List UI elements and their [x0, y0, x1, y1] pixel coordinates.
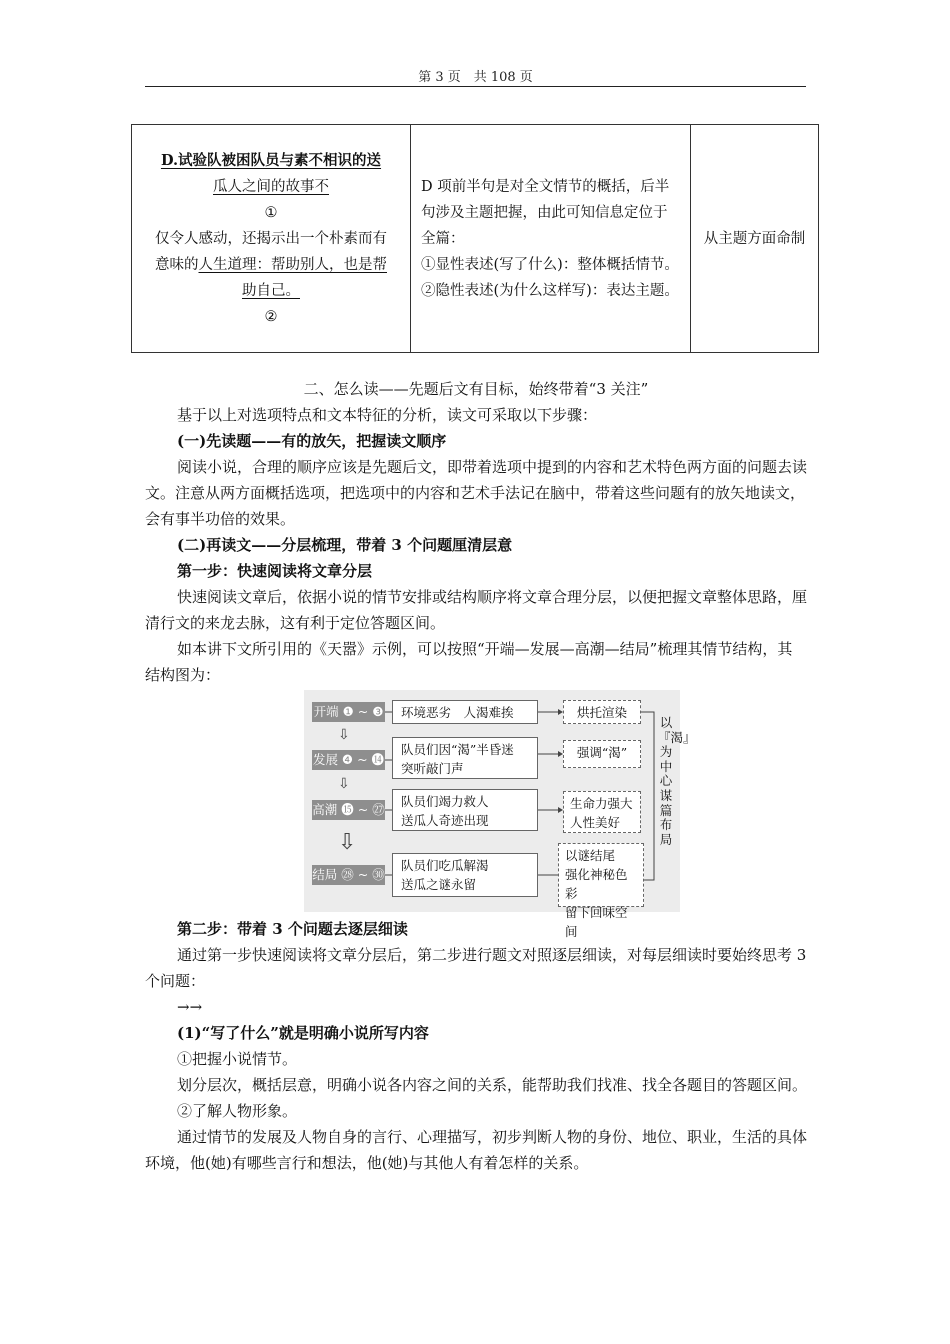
analysis-para-2: ①显性表述(写了什么)：整体概括情节。 — [421, 256, 679, 273]
effect-ending-line-3: 留下回味空间 — [565, 905, 628, 939]
step-1-title: 第一步：快速阅读将文章分层 — [177, 562, 373, 580]
effect-opening-line-1: 烘托渲染 — [576, 705, 627, 720]
heading-1: (一)先读题——有的放矢，把握读文顺序 — [177, 432, 447, 450]
effect-ending-line-2: 强化神秘色彩 — [565, 867, 628, 901]
event-climax-line-2: 送瓜人奇迹出现 — [401, 813, 489, 828]
event-ending-line-1: 队员们吃瓜解渴 — [401, 858, 489, 873]
arrows-icon: →→ — [177, 998, 203, 1016]
option-text-cell — [132, 125, 411, 353]
down-arrow-icon: ⇩ — [338, 830, 357, 855]
option-analysis-table — [131, 124, 819, 353]
option-line-3: 仅令人感动，还揭示出一个朴素而有 — [155, 230, 387, 247]
diagram-side-label: 以『渴』为中心谋篇布局 — [658, 715, 696, 847]
option-line-4b: 人生道理：帮助别人，也是帮 — [198, 256, 387, 273]
event-climax-line-1: 队员们竭力救人 — [401, 794, 489, 809]
analysis-para-1: D 项前半句是对全文情节的概括，后半句涉及主题把握，由此可知信息定位于全篇： — [421, 178, 670, 247]
stage-climax: 高潮 ⓯ ~ ㉗ — [312, 800, 385, 820]
option-line-4a: 意味的 — [155, 256, 199, 273]
section-title: 二、怎么读——先题后文有目标，始终带着“3 关注” — [303, 380, 649, 398]
analysis-cell — [411, 125, 691, 353]
step-2-title: 第二步：带着 3 个问题去逐层细读 — [177, 920, 408, 938]
question-1: (1)“写了什么”就是明确小说所写内容 — [177, 1024, 429, 1042]
effect-development — [563, 740, 641, 768]
page-header: 第 3 页 共 108 页 — [418, 70, 533, 85]
stage-opening: 开端 ❶ ~ ❸ — [312, 702, 385, 722]
paragraph-2: 快速阅读文章后，依据小说的情节安排或结构顺序将文章合理分层，以便把握文章整体思路，厘清行文的来龙去脉，这有利于定位答题区间。 — [145, 588, 808, 632]
option-line-2: 瓜人之间的故事不 — [213, 178, 329, 195]
mark-1: ① — [264, 204, 278, 221]
event-ending-line-2: 送瓜之谜永留 — [401, 877, 477, 892]
body-lower — [145, 916, 807, 1176]
effect-development-line-1: 强调“渴” — [576, 745, 628, 760]
stage-development: 发展 ❹ ~ ⓮ — [312, 750, 385, 770]
paragraph-3: 如本讲下文所引用的《天嚣》示例，可以按照“开端—发展—高潮—结局”梳理其情节结构，其结构图为： — [145, 640, 793, 684]
intro-text: 基于以上对选项特点和文本特征的分析，读文可采取以下步骤： — [177, 406, 598, 424]
effect-ending-line-1: 以谜结尾 — [565, 848, 616, 863]
down-arrow-icon: ⇩ — [338, 727, 350, 743]
category-cell: 从主题方面命制 — [691, 125, 819, 353]
down-arrow-icon: ⇩ — [338, 776, 350, 792]
event-development-line-2: 突听敲门声 — [401, 761, 464, 776]
question-1b: ②了解人物形象。 — [177, 1102, 298, 1120]
analysis-para-3: ②隐性表述(为什么这样写)：表达主题。 — [421, 282, 679, 299]
option-line-5: 助自己。 — [242, 282, 300, 299]
effect-climax-line-2: 人性美好 — [570, 815, 621, 830]
effect-ending — [558, 843, 644, 939]
paragraph-4: 通过第一步快速阅读将文章分层后，第二步进行题文对照逐层细读，对每层细读时要始终思考 3 个问题： — [145, 946, 807, 990]
plot-structure-diagram — [304, 690, 696, 939]
stage-ending: 结局 ㉘ ~ ㉚ — [312, 865, 385, 885]
paragraph-6: 通过情节的发展及人物自身的言行、心理描写，初步判断人物的身份、地位、职业，生活的具体环境，他(她)有哪些言行和想法，他(她)与其他人有着怎样的关系。 — [145, 1128, 808, 1172]
event-development-line-1: 队员们因“渴”半昏迷 — [401, 742, 514, 757]
event-ending — [392, 853, 538, 897]
effect-opening — [563, 700, 641, 724]
paragraph-1: 阅读小说，合理的顺序应该是先题后文，即带着选项中提到的内容和艺术特色两方面的问题去读文。注意从两方面概括选项，把选项中的内容和艺术手法记在脑中，带着这些问题有的放矢地读文，会有事半功倍的效果。 — [145, 458, 808, 528]
effect-climax-line-1: 生命力强大 — [570, 796, 633, 811]
heading-2: (二)再读文——分层梳理，带着 3 个问题厘清层意 — [177, 536, 513, 554]
body-upper — [145, 376, 807, 688]
event-opening — [392, 700, 538, 724]
event-development — [392, 737, 538, 779]
effect-climax — [563, 791, 641, 833]
mark-2: ② — [264, 308, 278, 325]
option-line-1: D.试验队被困队员与素不相识的送 — [160, 151, 382, 169]
question-1a: ①把握小说情节。 — [177, 1050, 298, 1068]
event-opening-line-1: 环境恶劣 人渴难挨 — [401, 705, 514, 720]
paragraph-5: 划分层次，概括层意，明确小说各内容之间的关系，能帮助我们找准、找全各题目的答题区间。 — [177, 1076, 808, 1094]
header-rule — [145, 86, 806, 87]
event-climax — [392, 789, 538, 831]
